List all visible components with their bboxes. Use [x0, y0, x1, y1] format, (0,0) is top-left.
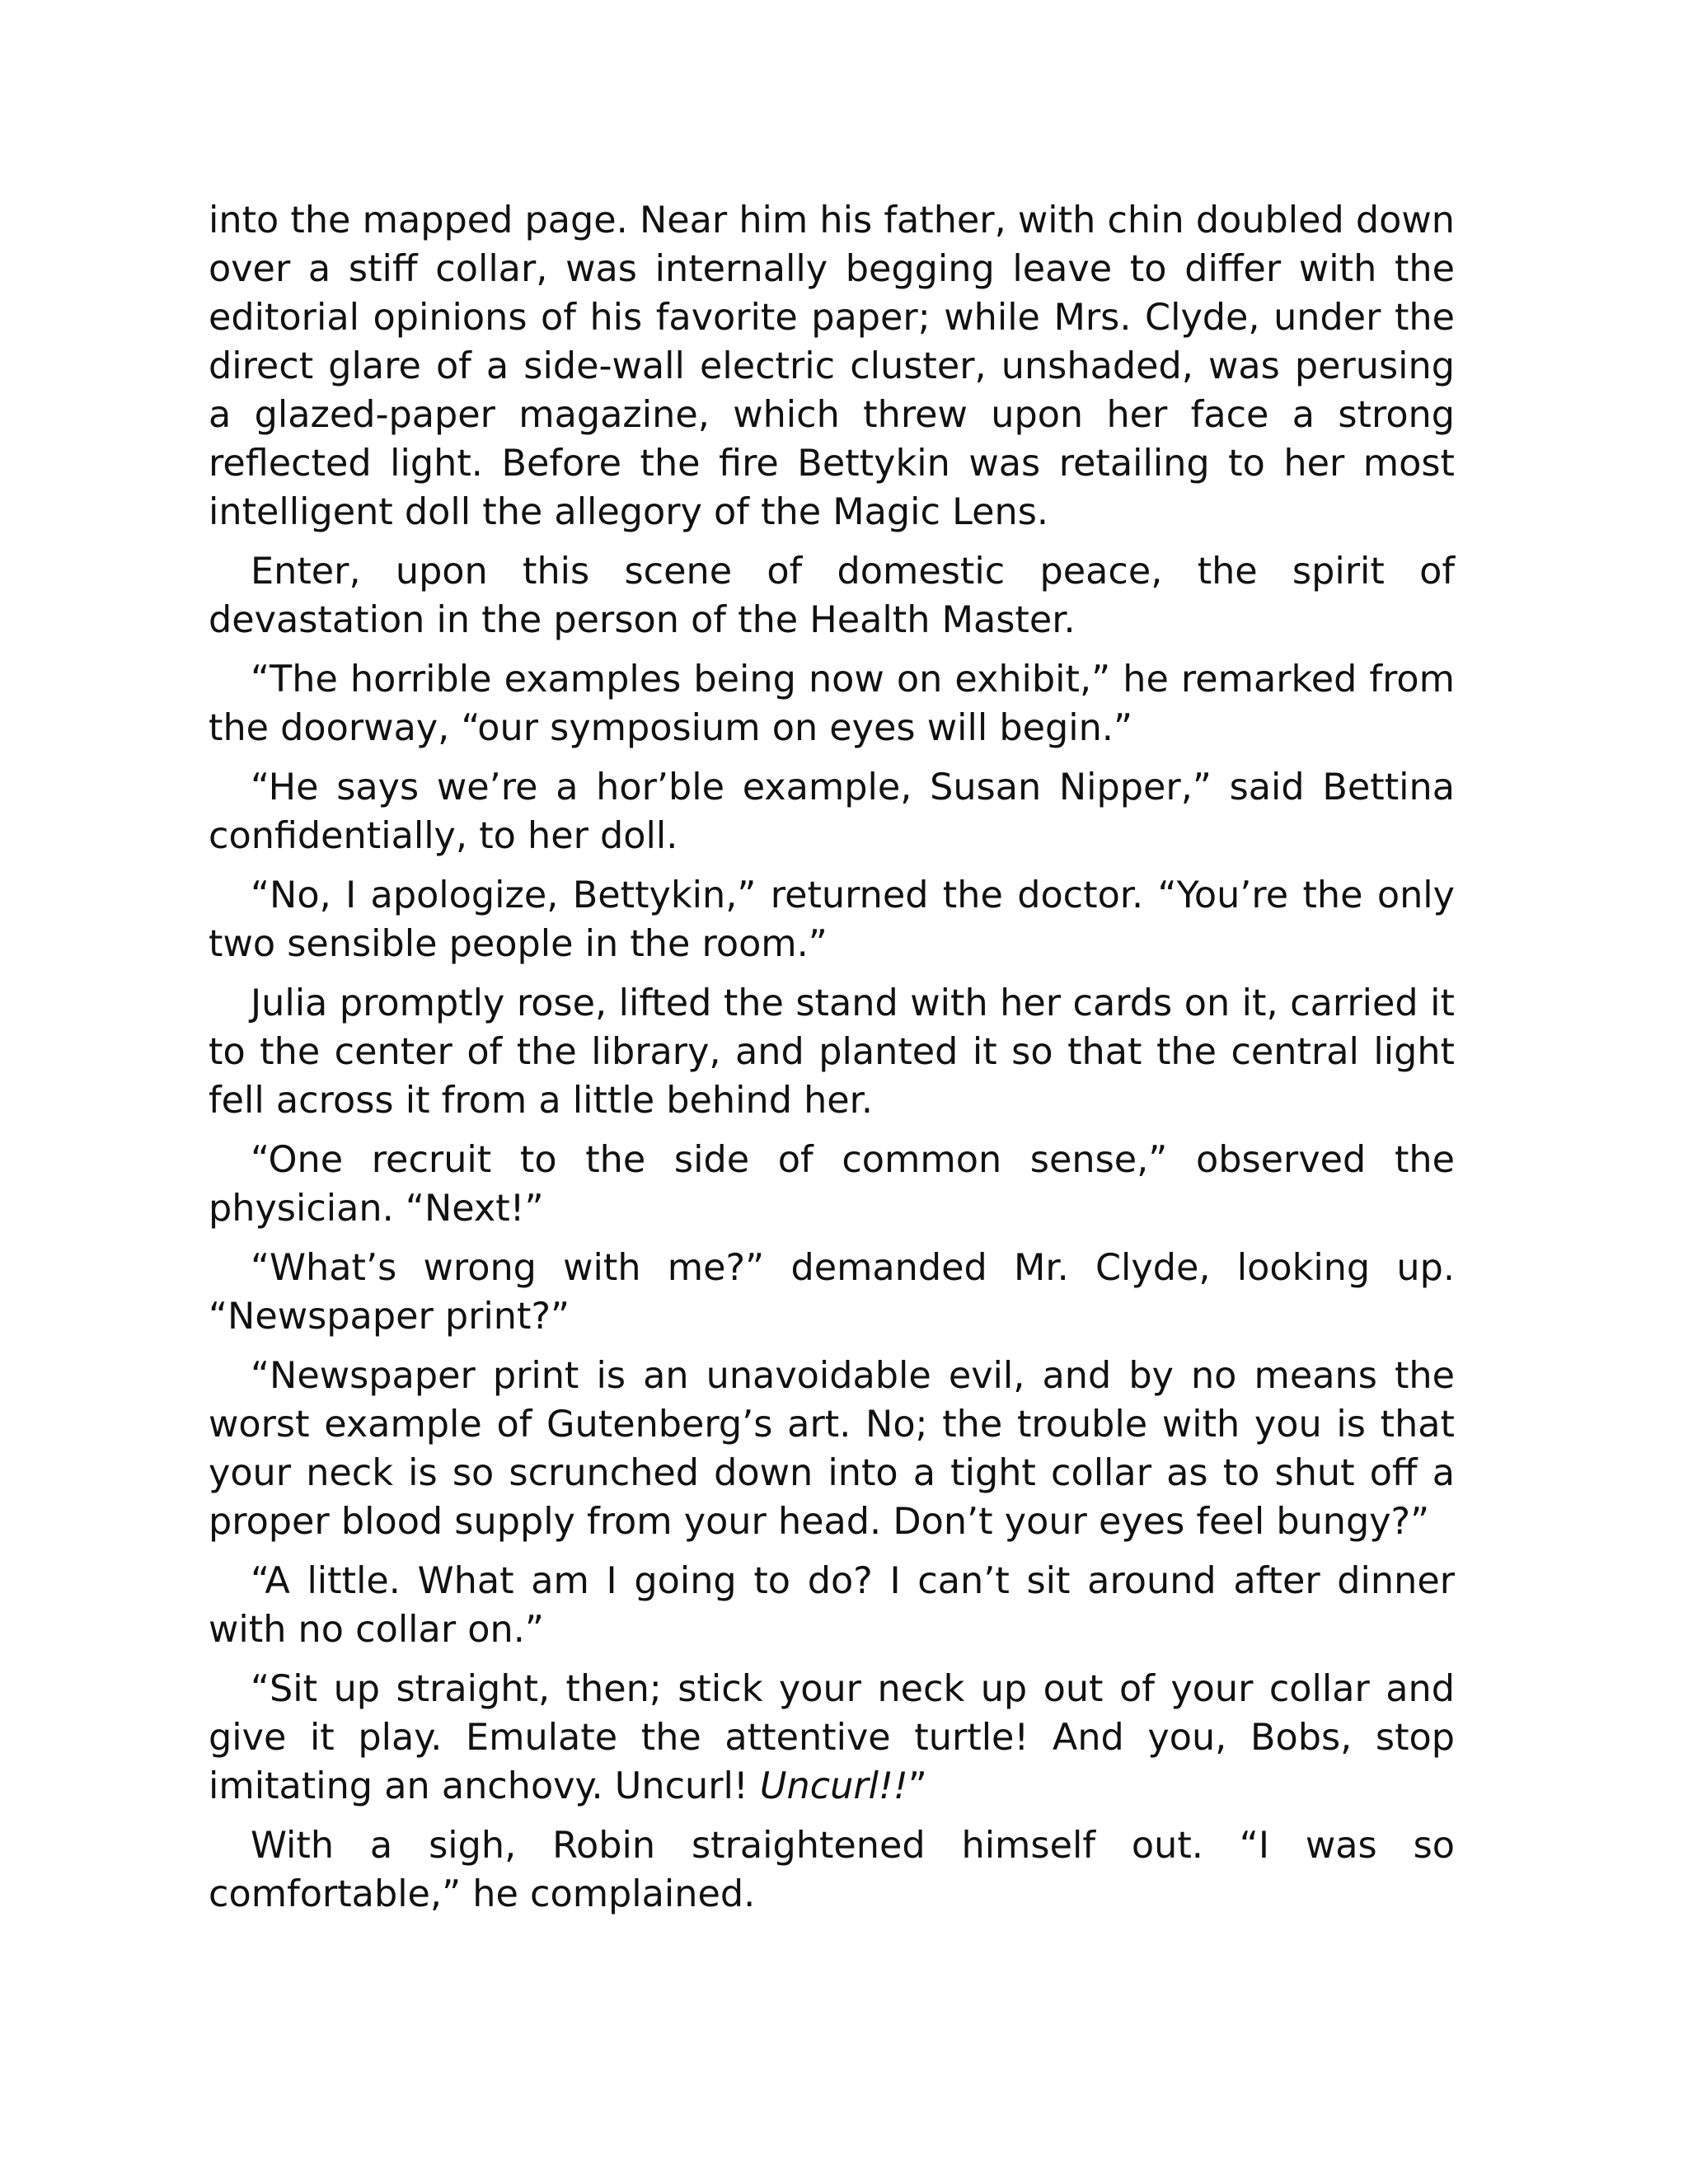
paragraph: “One recruit to the side of common sense,” observed the physician. “Next!” [209, 1139, 1455, 1230]
book-page [209, 196, 1455, 1919]
paragraph: With a sigh, Robin straightened himself out. “I was so comfortable,” he complained. [209, 1825, 1455, 1915]
paragraph: “Newspaper print is an unavoidable evil, and by no means the worst example of Gutenberg’s art. No; the trouble with you is that your neck is so scrunched down into a tight collar as to shut off a proper blood supply from your head. Don’t your eyes feel bungy?” [209, 1355, 1455, 1543]
paragraph: “What’s wrong with me?” demanded Mr. Clyde, looking up. “Newspaper print?” [209, 1247, 1455, 1338]
paragraph: Enter, upon this scene of domestic peace, the spirit of devastation in the person of the Health Master. [209, 551, 1455, 641]
paragraph: “The horrible examples being now on exhibit,” he remarked from the doorway, “our symposium on eyes will begin.” [209, 658, 1455, 749]
paragraph: into the mapped page. Near him his father, with chin doubled down over a stiff collar, was internally begging leave to differ with the editorial opinions of his favorite paper; while Mrs. Clyde, under the direct glare of a side-wall electric cluster, unshaded, was perusing a glazed-paper magazine, which threw upon her face a strong reflected light. Before the fire Bettykin was retailing to her most intelligent doll the allegory of the Magic Lens. [209, 199, 1455, 533]
closing-quote: ” [907, 1765, 927, 1807]
paragraph-text: “Sit up straight, then; stick your neck up out of your collar and give it play. Emulate the attentive turtle! And you, Bobs, stop imitating an anchovy. Uncurl! [209, 1668, 1455, 1807]
paragraph [209, 1665, 1455, 1811]
paragraph: “No, I apologize, Bettykin,” returned the doctor. “You’re the only two sensible people in the room.” [209, 874, 1455, 965]
paragraph: “He says we’re a hor’ble example, Susan Nipper,” said Bettina confidentially, to her doll. [209, 766, 1455, 857]
paragraph: “A little. What am I going to do? I can’t sit around after dinner with no collar on.” [209, 1560, 1455, 1651]
paragraph: Julia promptly rose, lifted the stand with her cards on it, carried it to the center of the library, and planted it so that the central light fell across it from a little behind her. [209, 982, 1455, 1122]
italic-emphasis: Uncurl!! [759, 1765, 908, 1807]
